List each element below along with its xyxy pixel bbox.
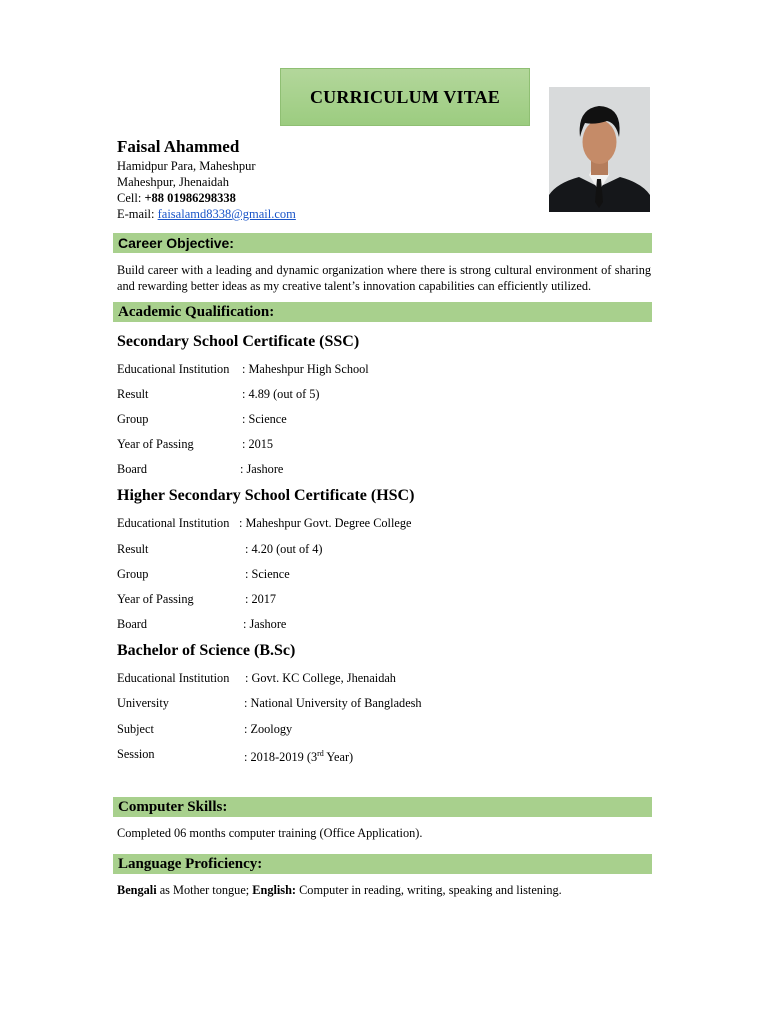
language-proficiency-text bbox=[117, 883, 562, 898]
row-label: Group bbox=[117, 412, 149, 426]
email-link[interactable]: faisalamd8338@gmail.com bbox=[157, 207, 296, 221]
row-label: Group bbox=[117, 567, 149, 581]
row-value: : Maheshpur Govt. Degree College bbox=[239, 516, 412, 530]
career-objective-text: Build career with a leading and dynamic organization where there is strong cultural environment of sharing and rewarding better ideas as my creative talent’s innovation capabilities can efficiently utilized. bbox=[117, 263, 651, 293]
career-objective-heading bbox=[113, 233, 652, 253]
email-label: E-mail: bbox=[117, 207, 158, 221]
ssc-row bbox=[117, 386, 320, 402]
row-value: : Science bbox=[245, 567, 290, 581]
row-value: : Jashore bbox=[240, 462, 284, 476]
row-label: Board bbox=[117, 462, 148, 476]
row-value: : 4.89 (out of 5) bbox=[242, 387, 320, 401]
candidate-name: Faisal Ahammed bbox=[117, 137, 240, 156]
contact-block bbox=[117, 136, 296, 222]
row-value: : 2015 bbox=[242, 437, 274, 451]
row-label: Session bbox=[117, 747, 155, 761]
session-years: : 2018-2019 (3 bbox=[244, 750, 318, 765]
bengali-text: as Mother tongue; bbox=[156, 883, 253, 897]
bsc-row bbox=[117, 695, 422, 711]
cv-title bbox=[280, 68, 530, 126]
language-proficiency-heading bbox=[113, 854, 652, 874]
row-value: : Govt. KC College, Jhenaidah bbox=[245, 671, 396, 685]
row-value: : Zoology bbox=[244, 722, 293, 736]
academic-qualification-heading bbox=[113, 302, 652, 322]
ssc-row bbox=[117, 461, 284, 477]
email-line bbox=[117, 206, 296, 222]
bsc-title: Bachelor of Science (B.Sc) bbox=[117, 642, 296, 659]
row-label: University bbox=[117, 696, 169, 710]
hsc-row bbox=[117, 515, 412, 531]
row-label: Year of Passing bbox=[117, 437, 194, 451]
address-line-2: Maheshpur, Jhenaidah bbox=[117, 175, 229, 189]
row-label: Board bbox=[117, 617, 148, 631]
session-ordinal: rd bbox=[317, 749, 324, 758]
cell-number: +88 01986298338 bbox=[144, 191, 236, 205]
session-year-suffix: Year) bbox=[323, 750, 354, 765]
cell-line bbox=[117, 190, 296, 206]
row-value: : 4.20 (out of 4) bbox=[245, 542, 323, 556]
row-label: Year of Passing bbox=[117, 592, 194, 606]
cell-label: Cell: bbox=[117, 191, 145, 205]
ssc-row bbox=[117, 361, 369, 377]
academic-qualification-heading-text: Academic Qualification: bbox=[118, 304, 275, 320]
row-label: Educational Institution bbox=[117, 671, 230, 685]
row-label: Subject bbox=[117, 722, 154, 736]
row-value: : Science bbox=[242, 412, 287, 426]
address-line-1: Hamidpur Para, Maheshpur bbox=[117, 159, 256, 173]
english-text: Computer in reading, writing, speaking and listening. bbox=[296, 883, 562, 897]
row-value: : Maheshpur High School bbox=[242, 362, 369, 376]
row-label: Result bbox=[117, 387, 149, 401]
cv-title-text: CURRICULUM VITAE bbox=[309, 86, 501, 107]
english-label: English: bbox=[252, 883, 297, 897]
hsc-row bbox=[117, 616, 287, 632]
computer-skills-heading-text: Computer Skills: bbox=[118, 799, 228, 815]
row-label: Educational Institution bbox=[117, 516, 230, 530]
row-label: Result bbox=[117, 542, 149, 556]
row-value bbox=[244, 746, 353, 765]
row-value: : Jashore bbox=[243, 617, 287, 631]
ssc-row bbox=[117, 436, 274, 452]
language-proficiency-heading-text: Language Proficiency: bbox=[118, 856, 263, 872]
profile-photo bbox=[549, 87, 650, 212]
hsc-row bbox=[117, 566, 290, 582]
bsc-session-row bbox=[117, 746, 354, 765]
row-value: : National University of Bangladesh bbox=[244, 696, 422, 710]
computer-skills-heading bbox=[113, 797, 652, 817]
hsc-title: Higher Secondary School Certificate (HSC) bbox=[117, 487, 415, 504]
row-value: : 2017 bbox=[245, 592, 277, 606]
career-objective-heading-text: Career Objective: bbox=[118, 235, 234, 251]
bsc-row bbox=[117, 670, 396, 686]
bsc-row bbox=[117, 721, 293, 737]
ssc-row bbox=[117, 411, 287, 427]
computer-skills-text: Completed 06 months computer training (Office Application). bbox=[117, 826, 423, 840]
hsc-row bbox=[117, 591, 277, 607]
hsc-row bbox=[117, 541, 323, 557]
ssc-title: Secondary School Certificate (SSC) bbox=[117, 333, 360, 350]
row-label: Educational Institution bbox=[117, 362, 230, 376]
bengali-label: Bengali bbox=[117, 883, 157, 897]
